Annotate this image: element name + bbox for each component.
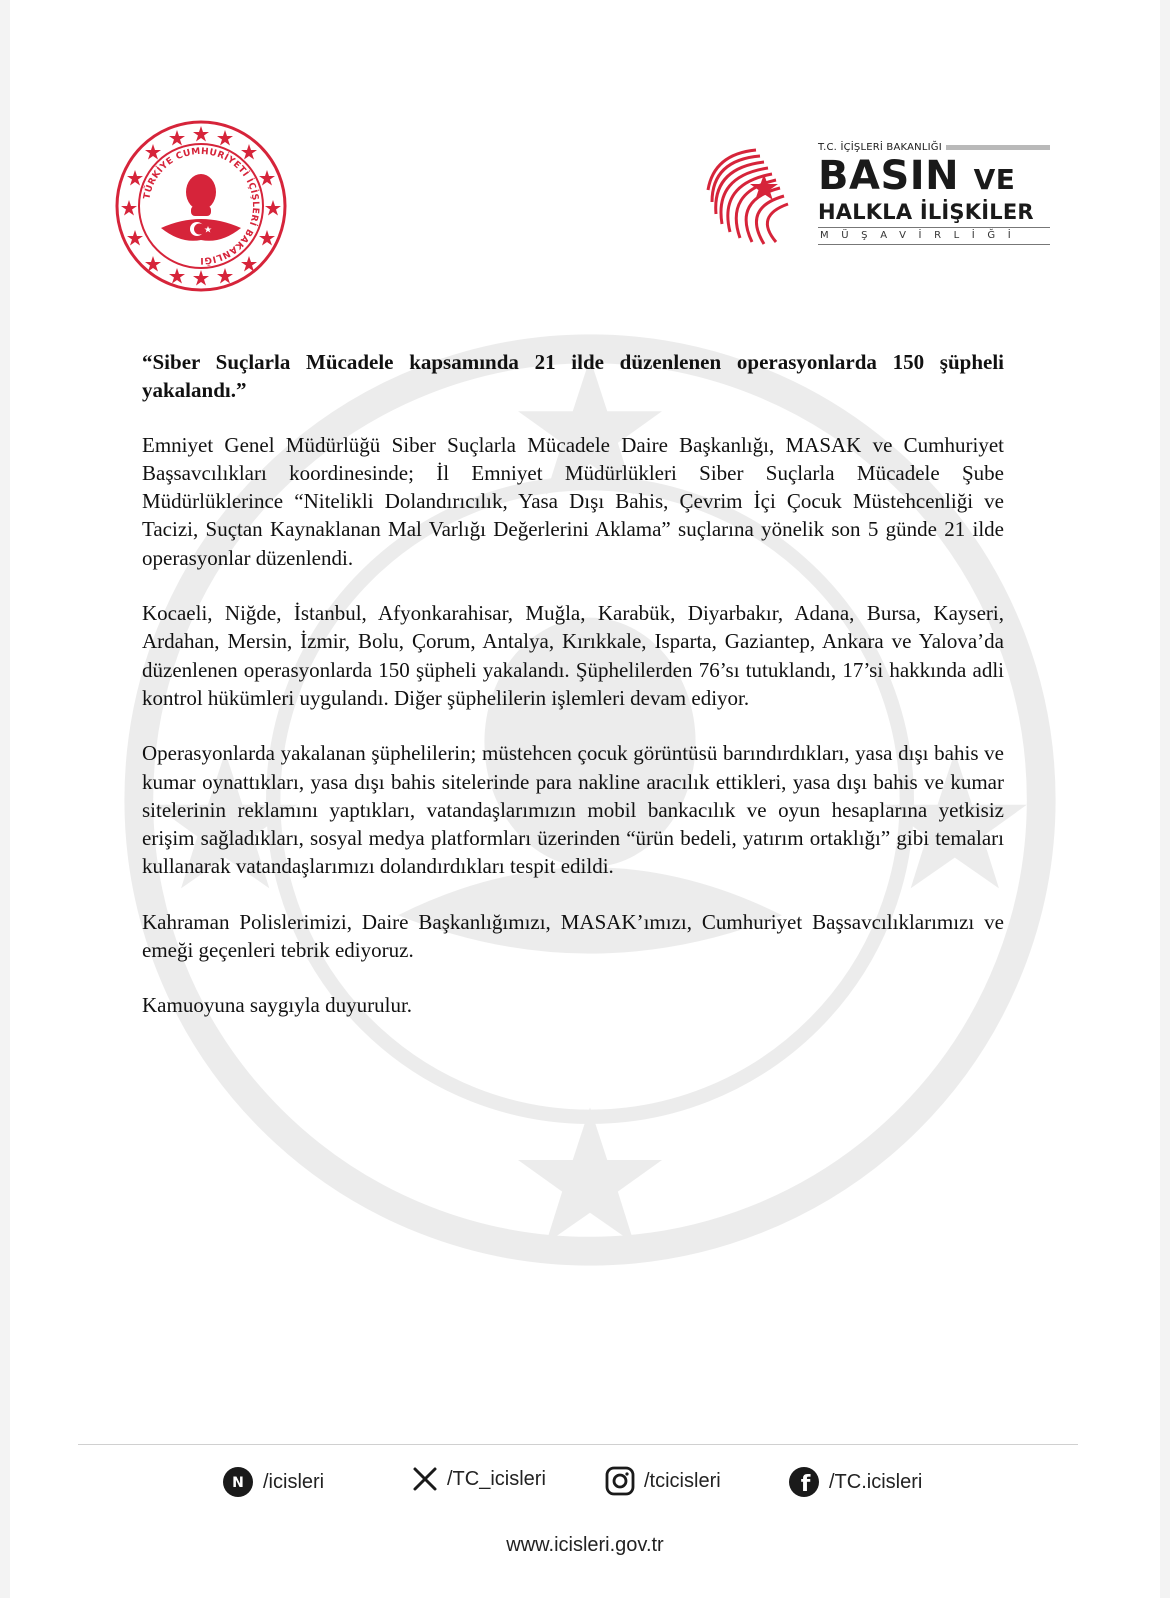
social-nsosyal[interactable] — [222, 1466, 324, 1498]
logo-top-line: T.C. İÇİŞLERİ BAKANLIĞI — [818, 141, 942, 153]
press-release-body — [142, 348, 1004, 1047]
website-link[interactable]: www.icisleri.gov.tr — [506, 1534, 664, 1556]
social-handle-facebook: /TC.icisleri — [829, 1470, 923, 1493]
ministry-seal-icon — [113, 118, 289, 294]
press-release-title: “Siber Suçlarla Mücadele kapsamında 21 ilde düzenlenen operasyonlarda 150 şüpheli yakalandı.” — [142, 350, 1004, 403]
facebook-icon — [788, 1466, 820, 1498]
document-page — [10, 0, 1160, 1598]
social-handle-nsosyal: /icisleri — [263, 1470, 325, 1493]
footer-divider — [78, 1444, 1078, 1445]
seal-text: TÜRKİYE CUMHURİYETİ İÇİŞLERİ BAKANLIĞI — [142, 146, 261, 266]
logo-basin: BASIN — [818, 153, 960, 199]
nsosyal-icon — [222, 1466, 254, 1498]
logo-halkla: HALKLA İLİŞKİLER — [818, 200, 1034, 224]
social-handle-instagram: /tcicisleri — [644, 1469, 721, 1492]
paragraph-5: Kamuoyuna saygıyla duyurulur. — [142, 993, 413, 1018]
logo-musavirligi: MÜŞAVİRLİĞİ — [818, 227, 1050, 245]
instagram-icon — [605, 1466, 635, 1496]
social-x[interactable] — [412, 1466, 546, 1492]
paragraph-4: Kahraman Polislerimizi, Daire Başkanlığımızı, MASAK’ımızı, Cumhuriyet Başsavcılıklarımızı ve emeği geçenleri tebrik ediyoruz. — [142, 909, 1004, 963]
svg-text:N: N — [232, 1475, 244, 1491]
paragraph-3: Operasyonlarda yakalanan şüphelilerin; müstehcen çocuk görüntüsü barındırdıkları, yasa dışı bahis ve kumar oynattıkları, yasa dışı bahis sitelerinde para nakline aracılık ettikleri, yasa dışı bahis ve kumar sitelerinin reklamını yaptıkları, vatandaşlarımızın mobil bankacılık ve oyun hesaplarına yetkisiz erişim sağladıkları, sosyal medya platformları üzerinden “ürün bedeli, yatırım ortaklığı” gibi temaları kullanarak vatandaşlarımızı dolandırdıkları tespit edildi. — [142, 741, 1004, 879]
logo-ve: VE — [973, 163, 1016, 196]
paragraph-1: Emniyet Genel Müdürlüğü Siber Suçlarla Mücadele Daire Başkanlığı, MASAK ve Cumhuriyet Başsavcılıkları koordinesinde; İl Emniyet Müdürlükleri Siber Suçlarla Mücadele Şube Müdürlüklerince “Nitelikli Dolandırıcılık, Yasa Dışı Bahis, Çevrim İçi Çocuk Müstehcenliği ve Tacizi, Suçtan Kaynaklanan Mal Varlığı Değerlerini Aklama” suçlarına yönelik son 5 günde 21 ilde operasyonlar düzenlendi. — [142, 432, 1004, 570]
social-facebook[interactable] — [788, 1466, 922, 1498]
press-office-logo — [700, 140, 1050, 252]
social-handle-x: /TC_icisleri — [447, 1467, 546, 1490]
svg-text:f: f — [800, 1472, 811, 1497]
crescent-star-swirl-icon — [700, 144, 804, 248]
social-instagram[interactable] — [605, 1466, 721, 1496]
paragraph-2: Kocaeli, Niğde, İstanbul, Afyonkarahisar, Muğla, Karabük, Diyarbakır, Adana, Bursa, Kayseri, Ardahan, Mersin, İzmir, Bolu, Çorum, Antalya, Kırıkkale, Isparta, Gaziantep, Ankara ve Yalova’da düzenlenen operasyonlarda 150 şüpheli yakalandı. Şüphelilerden 76’sı tutuklandı, 17’si hakkında adli kontrol hükümleri uygulandı. Diğer şüphelilerin işlemleri devam ediyor. — [142, 601, 1004, 710]
x-icon — [412, 1466, 438, 1492]
